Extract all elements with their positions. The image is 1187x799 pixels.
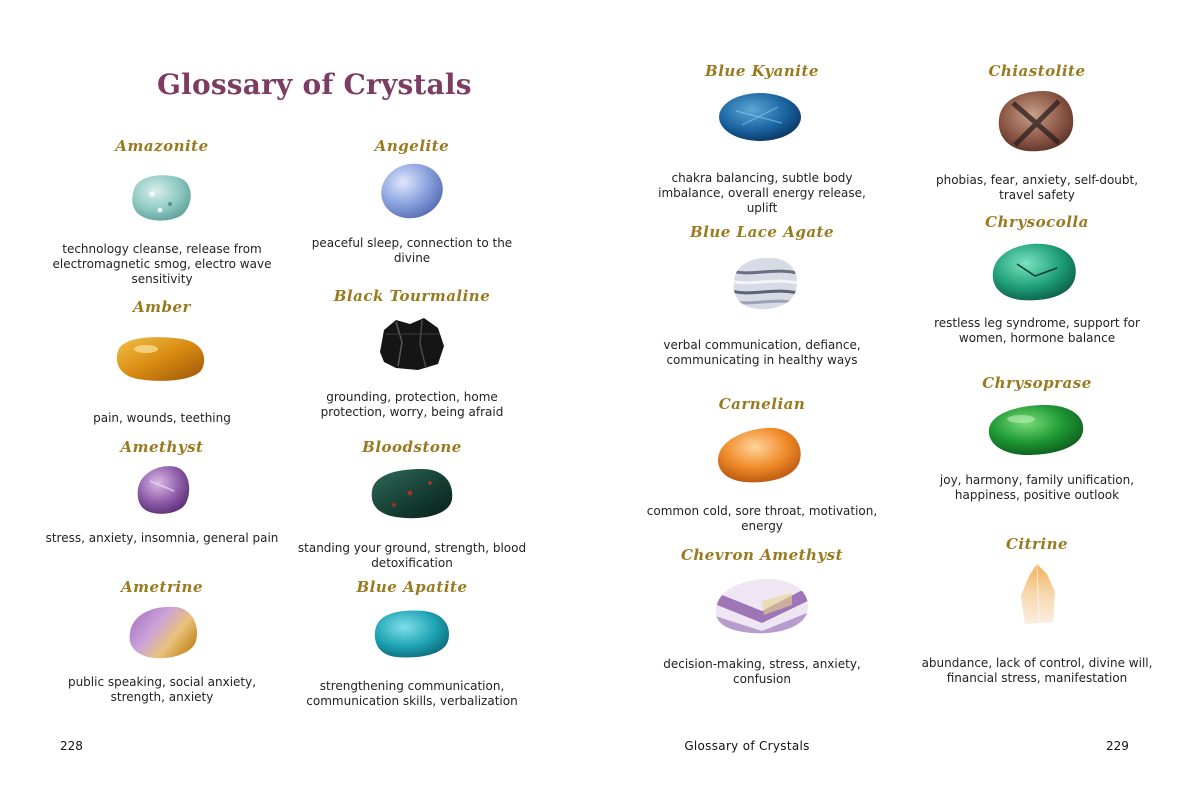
crystal-entry-amber xyxy=(42,297,282,426)
crystal-description: phobias, fear, anxiety, self-doubt, travel safety xyxy=(935,173,1139,202)
crystal-description: public speaking, social anxiety, strength, anxiety xyxy=(67,675,257,704)
crystal-description: verbal communication, defiance, communicating in healthy ways xyxy=(663,338,861,367)
crystal-entry-carnelian xyxy=(642,394,882,534)
crystal-name: Chevron Amethyst xyxy=(680,546,844,564)
crystal-name: Amethyst xyxy=(120,438,204,456)
crystal-entry-chevron-amethyst xyxy=(642,545,882,687)
crystal-entry-blue-lace-agate xyxy=(642,222,882,368)
crystal-description: pain, wounds, teething xyxy=(93,411,231,425)
crystal-description: stress, anxiety, insomnia, general pain xyxy=(45,531,279,545)
page-number-right: 229 xyxy=(1106,739,1129,753)
crystal-description: standing your ground, strength, blood detoxification xyxy=(297,541,527,570)
crystal-entry-citrine xyxy=(917,534,1157,686)
crystal-entry-chrysoprase xyxy=(917,373,1157,503)
chevron-amethyst-stone-icon xyxy=(642,571,882,637)
amber-stone-icon xyxy=(42,327,282,387)
crystal-name: Ametrine xyxy=(120,578,204,596)
blue-lace-agate-stone-icon xyxy=(642,252,882,314)
crystal-entry-black-tourmaline xyxy=(292,286,532,420)
crystal-name: Chiastolite xyxy=(988,62,1086,80)
crystal-description: abundance, lack of control, divine will, financial stress, manifestation xyxy=(921,656,1153,685)
bloodstone-stone-icon xyxy=(292,461,532,523)
crystal-description: technology cleanse, release from electromagnetic smog, electro wave sensitivity xyxy=(52,242,272,286)
crystal-entry-amethyst xyxy=(42,437,282,546)
crystal-entry-blue-kyanite xyxy=(642,61,882,216)
crystal-name: Citrine xyxy=(1005,535,1069,553)
crystal-entry-ametrine xyxy=(42,577,282,705)
amazonite-stone-icon xyxy=(42,160,282,232)
page-title: Glossary of Crystals xyxy=(157,68,472,101)
crystal-description: restless leg syndrome, support for women, hormone balance xyxy=(934,316,1140,345)
crystal-description: common cold, sore throat, motivation, energy xyxy=(646,504,878,533)
crystal-entry-blue-apatite xyxy=(292,577,532,709)
black-tourmaline-stone-icon xyxy=(292,312,532,376)
ametrine-stone-icon xyxy=(42,601,282,661)
crystal-description: strengthening communication, communication skills, verbalization xyxy=(306,679,518,708)
crystal-name: Blue Lace Agate xyxy=(689,223,835,241)
crystal-name: Black Tourmaline xyxy=(333,287,491,305)
crystal-name: Blue Apatite xyxy=(356,578,468,596)
crystal-description: joy, harmony, family unification, happiness, positive outlook xyxy=(939,473,1135,502)
running-head: Glossary of Crystals xyxy=(684,739,810,753)
crystal-description: peaceful sleep, connection to the divine xyxy=(311,236,513,265)
crystal-name: Angelite xyxy=(374,137,450,155)
crystal-name: Amber xyxy=(133,298,191,316)
chrysoprase-stone-icon xyxy=(917,401,1157,459)
crystal-entry-chrysocolla xyxy=(917,212,1157,346)
carnelian-stone-icon xyxy=(642,424,882,486)
chrysocolla-stone-icon xyxy=(917,238,1157,304)
crystal-name: Chrysoprase xyxy=(982,374,1092,392)
crystal-name: Bloodstone xyxy=(362,438,462,456)
crystal-name: Blue Kyanite xyxy=(705,62,819,80)
crystal-description: decision-making, stress, anxiety, confusion xyxy=(663,657,861,686)
blue-kyanite-stone-icon xyxy=(642,89,882,149)
blue-apatite-stone-icon xyxy=(292,601,532,661)
crystal-description: grounding, protection, home protection, worry, being afraid xyxy=(320,390,504,419)
crystal-name: Chrysocolla xyxy=(985,213,1089,231)
chiastolite-stone-icon xyxy=(917,87,1157,157)
crystal-entry-chiastolite xyxy=(917,61,1157,203)
citrine-stone-icon xyxy=(917,562,1157,628)
crystal-name: Amazonite xyxy=(115,137,209,155)
crystal-description: chakra balancing, subtle body imbalance, overall energy release, uplift xyxy=(658,171,866,215)
crystal-entry-bloodstone xyxy=(292,437,532,571)
crystal-entry-angelite xyxy=(292,136,532,266)
crystal-entry-amazonite xyxy=(42,136,282,287)
amethyst-stone-icon xyxy=(42,461,282,517)
page-number-left: 228 xyxy=(60,739,83,753)
crystal-name: Carnelian xyxy=(718,395,806,413)
angelite-stone-icon xyxy=(292,160,532,222)
